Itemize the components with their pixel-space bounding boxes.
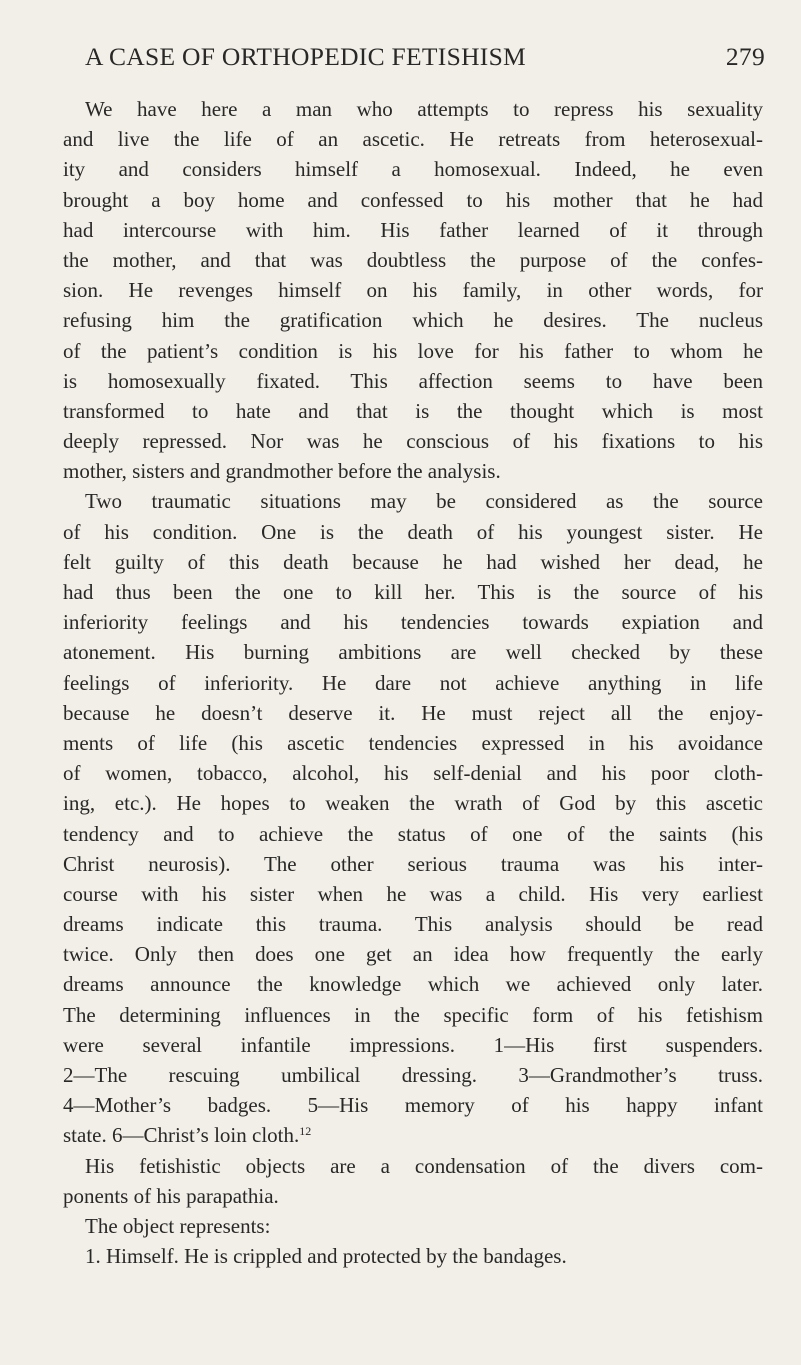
- text-line: [63, 728, 763, 758]
- text-line: [63, 1241, 763, 1271]
- text-line-content: The object represents:: [85, 1213, 271, 1238]
- text-line: [63, 758, 763, 788]
- text-line-content: state. 6—Christ’s loin cloth.: [63, 1123, 300, 1148]
- text-line-content: twice. Only then does one get an idea how frequently the early: [63, 942, 763, 967]
- text-line: [63, 1151, 763, 1181]
- text-line-content: The determining influences in the specific form of his fetishism: [63, 1002, 763, 1027]
- text-line: [63, 185, 763, 215]
- text-line-content: transformed to hate and that is the thought which is most: [63, 398, 763, 423]
- text-line: [63, 668, 763, 698]
- text-line: [63, 517, 763, 547]
- footnote-reference: 12: [299, 1124, 312, 1139]
- text-line-content: tendency and to achieve the status of one of the saints (his: [63, 821, 763, 846]
- text-line: [63, 426, 763, 456]
- text-line-content: feelings of inferiority. He dare not achieve anything in life: [63, 670, 763, 695]
- text-line-content: dreams announce the knowledge which we achieved only later.: [63, 972, 763, 997]
- text-line-content: had thus been the one to kill her. This is the source of his: [63, 580, 763, 604]
- running-head: [85, 42, 765, 82]
- text-line: [63, 698, 763, 728]
- text-line: [63, 1090, 763, 1120]
- text-line: [63, 1120, 763, 1150]
- text-line-content: course with his sister when he was a child. His very earliest: [63, 881, 763, 906]
- text-line: [63, 305, 763, 335]
- text-line: [63, 366, 763, 396]
- text-line-content: felt guilty of this death because he had wished her dead, he: [63, 549, 763, 574]
- text-line-content: of the patient’s condition is his love for his father to whom he: [63, 338, 763, 363]
- text-line-content: 4—Mother’s badges. 5—His memory of his happy infant: [63, 1093, 763, 1118]
- page-number: 279: [725, 42, 765, 71]
- text-line: [63, 607, 763, 637]
- body-text: [63, 94, 763, 1271]
- text-line-content: because he doesn’t deserve it. He must reject all the enjoy-: [63, 700, 763, 725]
- text-line: [63, 819, 763, 849]
- text-line: [63, 849, 763, 879]
- text-line: [63, 939, 763, 969]
- text-line-content: 1. Himself. He is crippled and protected by the bandages.: [85, 1244, 567, 1269]
- text-line-content: ments of life (his ascetic tendencies expressed in his avoidance: [63, 730, 763, 755]
- text-line-content: 2—The rescuing umbilical dressing. 3—Grandmother’s truss.: [63, 1063, 763, 1087]
- text-line-content: ity and considers himself a homosexual. Indeed, he even: [63, 157, 763, 182]
- text-line-content: atonement. His burning ambitions are well checked by these: [63, 640, 763, 665]
- text-line: [63, 547, 763, 577]
- text-line-content: His fetishistic objects are a condensation of the divers com-: [85, 1153, 763, 1178]
- text-line-content: sion. He revenges himself on his family, in other words, for: [63, 278, 763, 303]
- text-line: [63, 1181, 763, 1211]
- text-line-content: is homosexually fixated. This affection seems to have been: [63, 368, 763, 393]
- text-line-content: brought a boy home and confessed to his mother that he had: [63, 187, 763, 212]
- text-line-content: inferiority feelings and his tendencies towards expiation and: [63, 610, 763, 635]
- text-line: [63, 215, 763, 245]
- running-head-title: A CASE OF ORTHOPEDIC FETISHISM: [85, 42, 527, 71]
- text-line: [63, 1211, 763, 1241]
- text-line: [63, 1060, 763, 1090]
- text-line-content: dreams indicate this trauma. This analysis should be read: [63, 912, 763, 937]
- text-line: [63, 909, 763, 939]
- text-line: [63, 275, 763, 305]
- text-line: [63, 336, 763, 366]
- text-line-content: ing, etc.). He hopes to weaken the wrath of God by this ascetic: [63, 791, 763, 816]
- text-line: [63, 637, 763, 667]
- text-line: [63, 124, 763, 154]
- text-line-content: were several infantile impressions. 1—His first suspenders.: [63, 1032, 763, 1057]
- text-line: [63, 1030, 763, 1060]
- text-line: [63, 154, 763, 184]
- text-line-content: of his condition. One is the death of his youngest sister. He: [63, 519, 763, 544]
- text-line: [63, 788, 763, 818]
- text-line-content: Christ neurosis). The other serious trauma was his inter-: [63, 851, 763, 876]
- text-line: [63, 969, 763, 999]
- text-line-content: Two traumatic situations may be considered as the source: [85, 489, 763, 514]
- text-line: [63, 486, 763, 516]
- text-line-content: ponents of his parapathia.: [63, 1183, 279, 1208]
- text-line: [63, 456, 763, 486]
- text-line-content: the mother, and that was doubtless the purpose of the confes-: [63, 247, 763, 272]
- text-line-content: and live the life of an ascetic. He retreats from heterosexual-: [63, 127, 763, 152]
- text-line: [63, 94, 763, 124]
- text-line: [63, 577, 763, 607]
- text-line: [63, 1000, 763, 1030]
- text-line-content: refusing him the gratification which he desires. The nucleus: [63, 308, 763, 333]
- text-line-content: mother, sisters and grandmother before the analysis.: [63, 459, 501, 484]
- text-line: [63, 245, 763, 275]
- text-line-content: had intercourse with him. His father learned of it through: [63, 217, 763, 242]
- text-line-content: deeply repressed. Nor was he conscious of his fixations to his: [63, 429, 763, 454]
- text-line: [63, 396, 763, 426]
- text-line-content: of women, tobacco, alcohol, his self-denial and his poor cloth-: [63, 761, 763, 786]
- text-line: [63, 879, 763, 909]
- text-line-content: We have here a man who attempts to repress his sexuality: [85, 97, 763, 121]
